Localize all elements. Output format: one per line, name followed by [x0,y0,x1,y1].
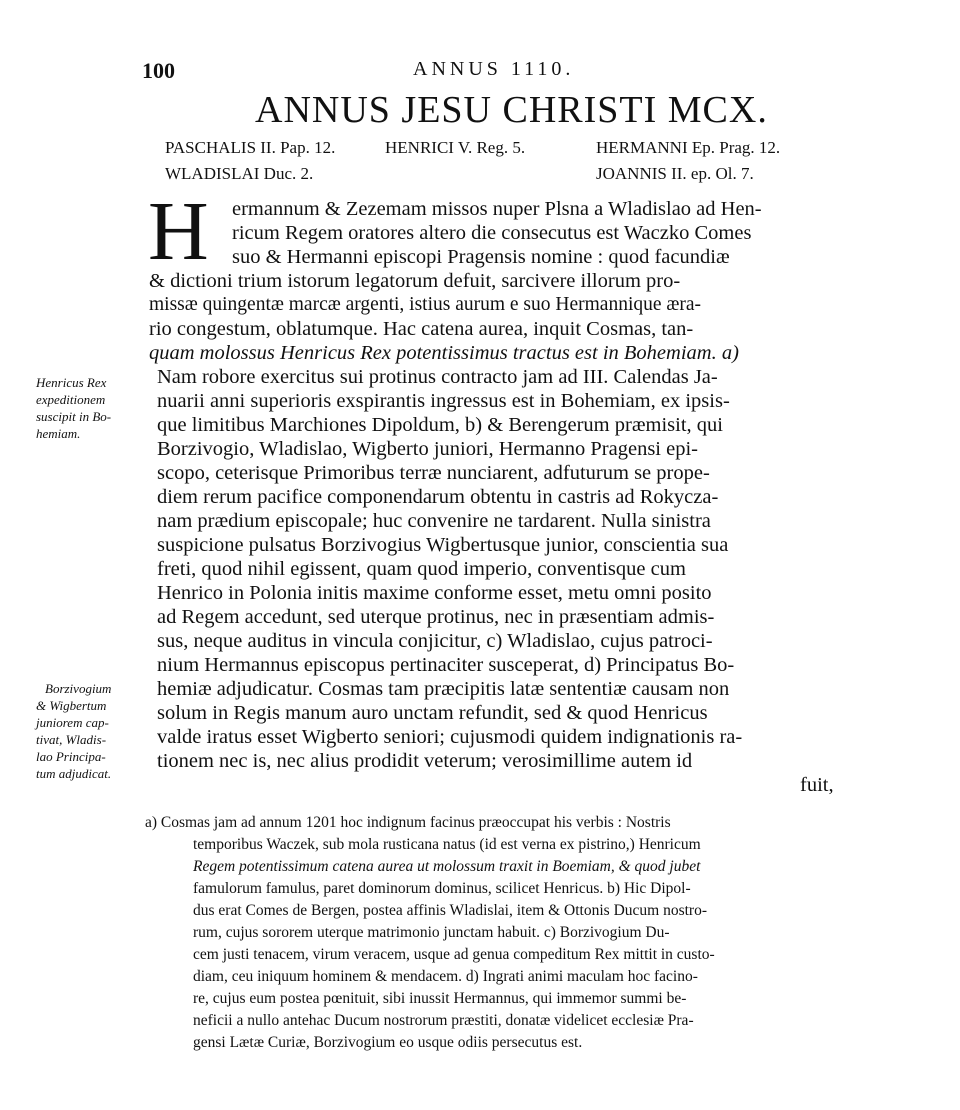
footnote-line: rum, cujus sororem uterque matrimonio junctam habuit. c) Borzivogium Du- [193,924,670,941]
body-line: quam molossus Henricus Rex potentissimus tractus est in Bohemiam. a) [149,342,739,364]
subheader-wladislai: WLADISLAI Duc. 2. [165,164,314,183]
footnote-line: neficii a nullo antehac Ducum nostrorum præstiti, donatæ videlicet ecclesiæ Pra- [193,1012,694,1029]
body-line: tionem nec is, nec alius prodidit veterum; verosimillime autem id [157,750,693,772]
body-line: nuarii anni superioris exspirantis ingressus est in Bohemiam, ex ipsis- [157,390,730,412]
body-line: nium Hermannus episcopus pertinaciter susceperat, d) Principatus Bo- [157,654,735,676]
body-line: fuit, [800,774,834,796]
subheader-henrici: HENRICI V. Reg. 5. [385,138,526,157]
margin-note-line: hemiam. [36,426,81,441]
body-line: diem rerum pacifice componendarum obtentu in castris ad Rokyczа- [157,486,719,508]
body-line: sus, neque auditus in vincula conjicitur, c) Wladislao, cujus patroci- [157,630,713,652]
body-line: Borzivogio, Wladislao, Wigberto juniori, Hermanno Pragensi epi- [157,438,698,460]
body-line: ad Regem accedunt, sed uterque protinus, nec in præsentiam admis- [157,606,715,628]
margin-note-line: Henricus Rex [36,375,107,390]
body-line: scopo, ceterisque Primoribus terræ nunciarent, adfuturum se prope- [157,462,710,484]
footnote-line: cem justi tenacem, virum veracem, usque ad genua compeditum Rex mittit in custo- [193,946,715,963]
body-line: freti, quod nihil egissent, quam quod imperio, conventisque cum [157,558,686,580]
footnote-line: temporibus Waczek, sub mola rusticana natus (id est verna ex pistrino,) Henricum [193,836,701,853]
body-line: rio congestum, oblatumque. Hac catena aurea, inquit Cosmas, tan- [149,318,694,340]
drop-cap: H [148,185,209,278]
body-line: suspicione pulsatus Borzivogius Wigbertusque junior, conscientia sua [157,534,729,556]
footnote-line: re, cujus eum postea pœnituit, sibi inussit Hermannus, qui immemor summi be- [193,990,687,1007]
body-line: ermannum & Zezemam missos nuper Plsna a Wladislao ad Hen- [232,198,762,220]
subheader-joannis: JOANNIS II. ep. Ol. 7. [596,164,754,183]
body-line: Nam robore exercitus sui protinus contracto jam ad III. Calendas Ja- [157,366,718,388]
margin-note-line: Borzivogium [45,681,112,696]
body-line: valde iratus esset Wigberto seniori; cujusmodi quidem indignationis ra- [157,726,743,748]
body-line: hemiæ adjudicatur. Cosmas tam præcipitis latæ sententiæ causam non [157,678,730,700]
body-line: nam prædium episcopale; huc convenire ne tardarent. Nulla sinistra [157,510,711,532]
margin-note-line: tivat, Wladis- [36,732,107,747]
margin-note-line: tum adjudicat. [36,766,112,781]
body-line: que limitibus Marchiones Dipoldum, b) & Berengerum præmisit, qui [157,414,723,436]
body-line: missæ quingentæ marcæ argenti, istius aurum e suo Hermannique æra- [149,294,702,315]
footnote-line: famulorum famulus, paret dominorum dominus, scilicet Henricus. b) Hic Dipol- [193,880,691,897]
footnote-line: a) Cosmas jam ad annum 1201 hoc indignum facinus præoccupat his verbis : Nostris [145,814,671,831]
body-line: & dictioni trium istorum legatorum defuit, sarcivere illorum pro- [149,270,681,292]
margin-note-line: & Wigbertum [36,698,107,713]
running-title: ANNUS 1110. [413,58,575,80]
footnote-line: diam, ceu iniquum hominem & mendacem. d) Ingrati animi maculam hoc facino- [193,968,698,985]
subheader-hermanni: HERMANNI Ep. Prag. 12. [596,138,781,157]
footnote-line: dus erat Comes de Bergen, postea affinis Wladislai, item & Ottonis Ducum nostro- [193,902,707,919]
body-line: Henrico in Polonia initis maxime conforme esset, metu omni posito [157,582,712,604]
footnote-line: gensi Lætæ Curiæ, Borzivogium eo usque odiis persecutus est. [193,1034,583,1051]
body-line: solum in Regis manum auro unctam refundit, sed & quod Henricus [157,702,708,724]
footnote-line: Regem potentissimum catena aurea ut molossum traxit in Boemiam, & quod jubet [193,858,701,875]
page-title: ANNUS JESU CHRISTI MCX. [255,89,768,131]
margin-note-line: suscipit in Bo- [36,409,112,424]
margin-note-line: expeditionem [36,392,106,407]
body-line: ricum Regem oratores altero die consecutus est Waczko Comes [232,222,752,244]
margin-note-line: juniorem cap- [36,715,109,730]
subheader-paschalis: PASCHALIS II. Pap. 12. [165,138,336,157]
page-number: 100 [142,58,175,83]
body-line: suo & Hermanni episcopi Pragensis nomine : quod facundiæ [232,246,730,268]
margin-note-line: lao Principa- [36,749,106,764]
